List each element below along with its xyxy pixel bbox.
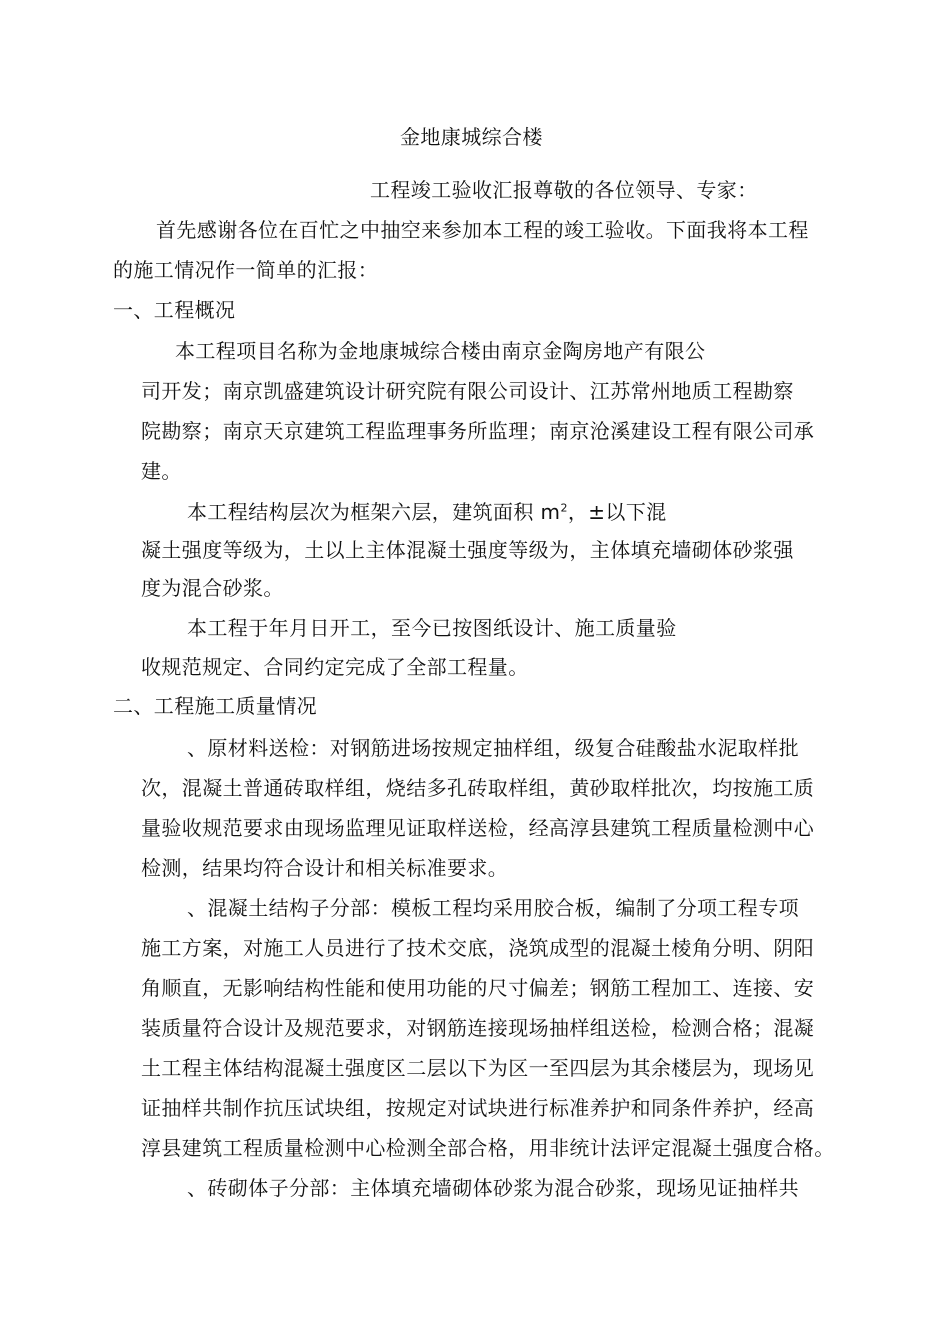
overview-line-4: 建。: [141, 459, 182, 483]
masonry-line-1: 、砖砌体子分部：主体填充墙砌体砂浆为混合砂浆，现场见证抽样共: [187, 1176, 799, 1200]
schedule-line-1: 本工程于年月日开工，至今已按图纸设计、施工质量验: [187, 616, 677, 640]
schedule-line-2: 收规范规定、合同约定完成了全部工程量。: [141, 655, 529, 679]
section2-heading: 二、工程施工质量情况: [113, 694, 317, 718]
overview-line-2: 司开发；南京凯盛建筑设计研究院有限公司设计、江苏常州地质工程勘察: [141, 379, 794, 403]
document-title: 金地康城综合楼: [400, 125, 543, 149]
materials-line-1: 、原材料送检：对钢筋进场按规定抽样组，级复合硅酸盐水泥取样批: [187, 736, 799, 760]
materials-line-4: 检测，结果均符合设计和相关标准要求。: [141, 856, 509, 880]
intro-line-1: 首先感谢各位在百忙之中抽空来参加本工程的竣工验收。下面我将本工程: [156, 218, 809, 242]
concrete-line-4: 装质量符合设计及规范要求，对钢筋连接现场抽样组送检，检测合格；混凝: [141, 1016, 815, 1040]
structure-line-1: [187, 500, 667, 524]
concrete-line-3: 角顺直，无影响结构性能和使用功能的尺寸偏差；钢筋工程加工、连接、安: [141, 976, 815, 1000]
structure-text-a: 本工程结构层次为框架六层，建筑面积 m: [187, 500, 561, 524]
document-subtitle: 工程竣工验收汇报尊敬的各位领导、专家：: [370, 178, 758, 202]
concrete-line-5: 土工程主体结构混凝土强度区二层以下为区一至四层为其余楼层为，现场见: [141, 1056, 815, 1080]
concrete-line-7: 淳县建筑工程质量检测中心检测全部合格，用非统计法评定混凝土强度合格。: [141, 1136, 835, 1160]
structure-line-3: 度为混合砂浆。: [141, 576, 284, 600]
concrete-line-1: 、混凝土结构子分部：模板工程均采用胶合板，编制了分项工程专项: [187, 896, 799, 920]
overview-line-3: 院勘察；南京天京建筑工程监理事务所监理；南京沧溪建设工程有限公司承: [141, 419, 815, 443]
intro-line-2: 的施工情况作一简单的汇报：: [113, 258, 379, 282]
materials-line-2: 次，混凝土普通砖取样组，烧结多孔砖取样组，黄砂取样批次，均按施工质: [141, 776, 815, 800]
structure-line-2: 凝土强度等级为，土以上主体混凝土强度等级为，主体填充墙砌体砂浆强: [141, 538, 794, 562]
section1-heading: 一、工程概况: [113, 298, 236, 322]
superscript-2: 2: [560, 501, 568, 515]
concrete-line-2: 施工方案，对施工人员进行了技术交底，浇筑成型的混凝土棱角分明、阴阳: [141, 936, 815, 960]
concrete-line-6: 证抽样共制作抗压试块组，按规定对试块进行标准养护和同条件养护，经高: [141, 1096, 815, 1120]
structure-text-b: ，±以下混: [567, 500, 667, 524]
overview-line-1: 本工程项目名称为金地康城综合楼由南京金陶房地产有限公: [175, 339, 706, 363]
materials-line-3: 量验收规范要求由现场监理见证取样送检，经高淳县建筑工程质量检测中心: [141, 816, 815, 840]
